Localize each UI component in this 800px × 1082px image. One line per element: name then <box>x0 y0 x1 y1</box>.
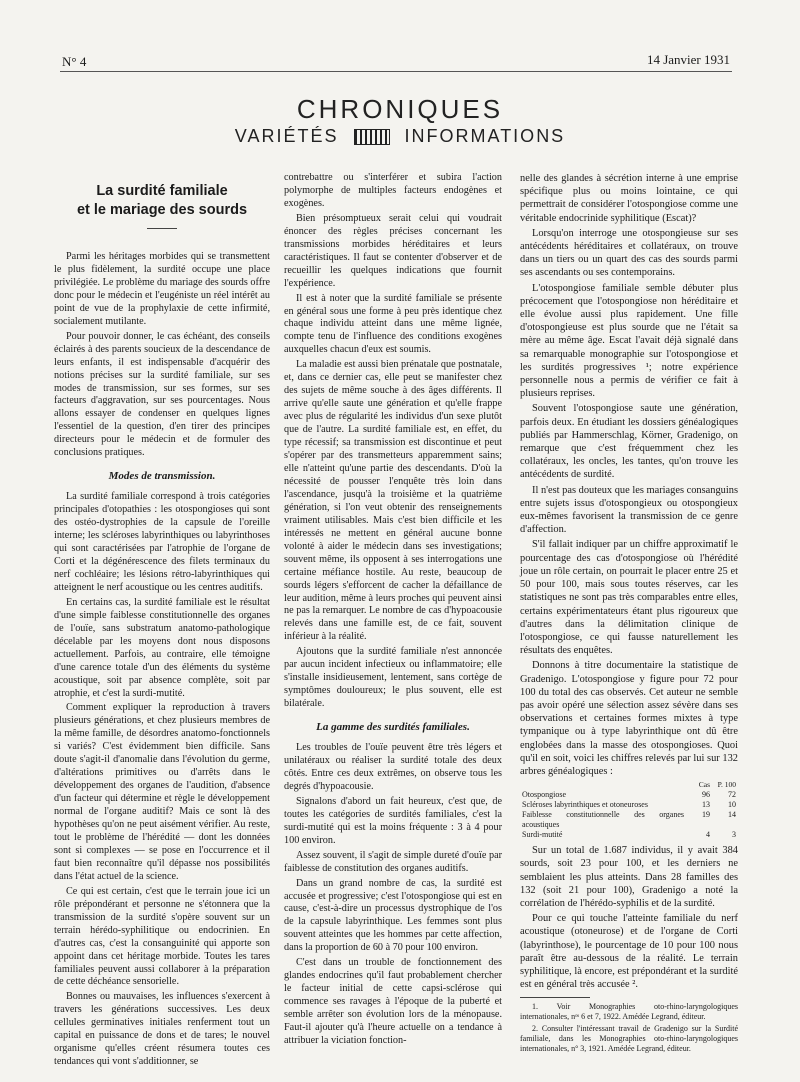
title-rule <box>147 228 177 229</box>
footnote-2: 2. Consulter l'intéressant travail de Gradenigo sur la Surdité familiale, dans les Monographies oto-rhino-laryngologiques internationales, n° 3, 1921. Amédée Legrand, éditeur. <box>520 1024 738 1054</box>
paragraph: L'otospongiose familiale semble débuter plus précocement que l'otospongiose non héréditaire et elle évolue aussi plus rapidement. Une fille d'otospongieuse est plus sourde que ne l'était sa mère au même âge. Escat l'avait déjà signalé dans sa remarquable monographie sur l'otospongiose et les surdités progressives ¹; notre expérience personnelle nous a permis de vérifier ce fait à plusieurs reprises. <box>520 282 738 400</box>
paragraph: Il n'est pas douteux que les mariages consanguins entre sujets issus d'otospongieux ou otospongieux eux-mêmes favorisent la transmission de ce genre d'affection. <box>520 484 738 536</box>
table-cell-label: Faiblesse constitutionnelle des organes acoustiques <box>522 810 684 830</box>
paragraph: nelle des glandes à sécrétion interne à une emprise spécifique plus ou moins lointaine, ce qui permettrait de considérer l'otospongiose comme une véritable endocrinide syphilitique (Escat)? <box>520 173 738 224</box>
column-2 <box>284 172 502 1050</box>
masthead-informations: INFORMATIONS <box>404 126 566 146</box>
paragraph: Parmi les héritages morbides qui se transmettent le plus fidèlement, la surdité occupe une place privilégiée. Le problème du mariage des sourds offre donc pour le médecin et l'eugéniste un réel intérêt au point de vue de la prophylaxie de cette infirmité, socialement mutilante. <box>54 251 270 327</box>
column-3 <box>520 172 738 1056</box>
table-cell-label: Surdi-mutité <box>522 830 563 840</box>
table-cell-cas: 4 <box>706 830 710 840</box>
footnote-1: 1. Voir Monographies oto-rhino-laryngologiques internationales, nᵒˢ 6 et 7, 1922. Amédée Legrand, éditeur. <box>520 1002 738 1022</box>
paragraph: La surdité familiale correspond à trois catégories principales d'otopathies : les otospongioses qui sont des ostéo-dystrophies de la capsule de l'oreille interne; les scléroses labyrinthiques ou labyrinthoses qui sont caractérisées par l'atrophie de l'organe de Corti et la dégénérescence des filets terminaux du nerf cochléaire; les lésions rétro-labyrinthiques qui atteignent le nerf acoustique ou les centres auditifs. <box>54 491 270 593</box>
article-title <box>54 182 270 220</box>
table-cell-cas: 13 <box>702 800 710 810</box>
table-cell-pct: 3 <box>732 830 736 840</box>
paragraph: Pour ce qui touche l'atteinte familiale du nerf acoustique (otoneurose) et de l'organe de Corti (labyrinthose), le pourcentage de 10 pour 100 nous paraît être au-dessous de la réalité. Le terrain syphilitique, là encore, est prépondérant et la surdité est en général très accusée ². <box>520 913 738 991</box>
paragraph: Dans un grand nombre de cas, la surdité est accusée et progressive; c'est l'otospongiose qui est en cause, c'est-à-dire un processus dystrophique de l'os de la capsule labyrinthique. Les femmes sont plus souvent atteintes que les hommes par cette affection, dans la proportion de 60 à 70 pour 100 environ. <box>284 877 502 954</box>
paragraph: Comment expliquer la reproduction à travers plusieurs générations, et chez plusieurs membres de la même famille, de désordres anatomo-fonctionnels si variés? C'est évidemment bien difficile. Sans doute s'agit-il d'anomalie dans l'évolution du germe, d'altérations primitives ou d'arrêts dans le développement des organes de l'audition, d'absence d'un facteur qui détermine et règle le développement normal de l'organe auditif? Mais ce sont là des hypothèses qu'on ne peut aisément vérifier. Au reste, tout le problème de l'hérédité — dont les données sont si complexes — se pose en l'occurrence et il faut bien reconnaître qu'il dépasse nos possibilités dans l'état actuel de la science. <box>54 702 270 882</box>
table-cell-cas: 96 <box>702 790 710 800</box>
paragraph: En certains cas, la surdité familiale est le résultat d'une simple faiblesse constitutionnelle des organes de l'ouïe, sans substratum anatomo-pathologique décelable par les moyens dont nous disposons actuellement. Parfois, au contraire, elle témoigne d'une carence totale d'un des éléments du système acoustique, soit par absence complète, soit par atrophie, et c'est la surdi-mutité. <box>54 596 270 699</box>
paragraph: Ajoutons que la surdité familiale n'est annoncée par aucun incident infectieux ou inflammatoire; elle s'installe insidieusement, lentement, sans cortège de symptômes douloureux; le plus souvent, elle est bilatérale. <box>284 646 502 710</box>
table-cell-pct: 72 <box>728 790 736 800</box>
table-header-row <box>520 780 738 790</box>
section-heading-gamme: La gamme des surdités familiales. <box>316 721 470 734</box>
masthead-chroniques: CHRONIQUES <box>296 94 504 124</box>
paragraph: Lorsqu'on interroge une otospongieuse sur ses antécédents héréditaires et collatéraux, on trouve dans un tiers ou un quart des cas des sourds parmi ses ascendants ou ses contemporains. <box>520 227 738 279</box>
paragraph: Donnons à titre documentaire la statistique de Gradenigo. L'otospongiose y figure pour 72 pour 100 du total des cas observés. Cet auteur ne semble pas avoir opéré une sélection assez sévère dans ses observations et certaines formes mixtes à type tympanique ou à type labyrinthique ont dû être englobées dans la masse des otospongioses. Quoi qu'il en soit, voici les chiffres relevés par lui sur 132 arbres généalogiques : <box>520 660 738 777</box>
header-rule <box>60 71 732 72</box>
table-row <box>520 800 738 810</box>
paragraph: Souvent l'otospongiose saute une génération, parfois deux. En étudiant les dossiers généalogiques publiés par Hammerschlag, Körner, Gradenigo, on remarque que c'est fréquemment chez les collatéraux, les oncles, les tantes, qu'on trouve les antécédents de surdité. <box>520 403 738 481</box>
paragraph: La maladie est aussi bien prénatale que postnatale, et, dans ce dernier cas, elle peut se manifester chez des sujets de même souche à des âges différents. Il arrive qu'elle saute une génération et qu'elle frappe avec plus de régularité les individus d'un sexe plutôt que de l'autre. La surdité familiale est, en effet, du type récessif; sa transmission est discontinue et peut s'opérer par des transmetteurs apparemment sains; elle n'atteint qu'une partie des descendants. D'où la nécessité de pousser l'enquête très loin dans l'ascendance, jusqu'à la troisième et la quatrième génération, si l'on veut obtenir des renseignements vraiment utilisables. Mais c'est bien difficile et les intéressés ne mettent en général aucune bonne volonté à aider le médecin dans ses investigations; souvent même, ils opposent à ses interrogations une certaine méfiance hostile. Au reste, beaucoup de sourds légers s'efforcent de cacher la défaillance de leur audition, même à leurs proches qui peuvent ainsi ne pas la remarquer. Le nombre de cas d'hypoacousie relevés dans une famille est, de ce fait, souvent inférieur à la réalité. <box>284 359 502 643</box>
paragraph: Les troubles de l'ouïe peuvent être très légers et unilatéraux ou réaliser la surdité totale des deux côtés. Entre ces deux extrêmes, on observe tous les degrés d'hypoacousie. <box>284 742 502 792</box>
paragraph: C'est dans un trouble de fonctionnement des glandes endocrines qu'il faut probablement chercher le facteur initial de cette capsi-sclérose qui commence ses ravages à l'époque de la puberté et semble arrêter son évolution lors de la ménopause. Faut-il ajouter qu'à l'heure actuelle on a tendance à attribuer la viciation fonction- <box>284 957 502 1046</box>
paragraph: Signalons d'abord un fait heureux, c'est que, de toutes les catégories de surdités familiales, c'est la surdi-mutité qui est la moins fréquente : 3 à 4 pour 100 environ. <box>284 795 502 846</box>
issue-date: 14 Janvier 1931 <box>646 52 730 67</box>
masthead-subtitle <box>0 126 800 147</box>
table-row <box>520 830 738 840</box>
section-heading-transmission: Modes de transmission. <box>108 470 216 483</box>
ornament-icon <box>354 129 390 145</box>
table-cell-pct: 14 <box>728 810 736 820</box>
table-row <box>520 810 738 830</box>
paragraph: Bonnes ou mauvaises, les influences s'exercent à travers les générations successives. Les deux cellules germinatives initiales renferment tout un capital en puissance de dons et de tares; le nouvel organisme qu'elles créent résumera toutes ces tendances qui vont s'additionner, se <box>54 991 270 1068</box>
paragraph: Ce qui est certain, c'est que le terrain joue ici un rôle prépondérant et personne ne s'étonnera que la transmission de la surdité s'opère souvent sur un terrain hérédo-syphilitique ou endocrinien. En d'autres cas, c'est la consanguinité qui apporte son appoint dans cet héritage morbide. Toutes les tares familiales peuvent aussi collaborer à la préparation de cette déchéance sensorielle. <box>54 885 270 988</box>
paragraph: Pour pouvoir donner, le cas échéant, des conseils éclairés à des parents soucieux de la descendance de leurs enfants, il est indispensable d'acquérir des notions précises sur la surdité familiale, sur ses modes de transmission, sur ses formes, sur ses facteurs d'aggravation, sur ses pourcentages. Nous allons essayer de condenser en quelques lignes l'essentiel de la question, d'en tirer des principes directeurs pour le médecin et de formuler des conclusions pratiques. <box>54 330 270 459</box>
column-1 <box>54 172 270 1071</box>
table-cell-pct: 10 <box>728 800 736 810</box>
table-row <box>520 790 738 800</box>
paragraph: Bien présomptueux serait celui qui voudrait énoncer des règles précises concernant les transmissions morbides héréditaires et leurs caractéristiques. Il faut se contenter d'observer et de recueillir les quelques indications que fournit l'expérience. <box>284 212 502 289</box>
paragraph: contrebattre ou s'interférer et subira l'action polymorphe de multiples facteurs endogènes et exogènes. <box>284 172 502 209</box>
table-cell-label: Scléroses labyrinthiques et otoneuroses <box>522 800 648 810</box>
paragraph: Sur un total de 1.687 individus, il y avait 384 sourds, soit 23 pour 100, et les derniers ne semblaient les plus atteints. Dans 28 familles des 132 (soit 21 pour 100), Gradenigo a noté la corrélation de l'hérédo-syphilis et de la surdité. <box>520 845 738 909</box>
paragraph: Assez souvent, il s'agit de simple dureté d'ouïe par faiblesse de constitution des organes auditifs. <box>284 849 502 874</box>
table-header-cas: Cas <box>698 780 710 790</box>
table-cell-label: Otospongiose <box>522 790 566 800</box>
issue-number: N° 4 <box>62 54 87 69</box>
paragraph: S'il fallait indiquer par un chiffre approximatif le pourcentage des cas d'otospongiose où l'hérédité joue un rôle certain, on pourrait le placer entre 25 et 50 pour 100, mais sous toutes réserves, car les statistiques ne sont pas très comparables entre elles, certains expérimentateurs étant plus rigoureux que d'autres dans la délimitation clinique de l'otospongiose, ce qui fausse naturellement les résultats des enquêtes. <box>520 539 738 657</box>
article-title-line2: et le mariage des sourds <box>76 202 248 218</box>
footnote-rule <box>520 997 590 998</box>
paragraph: Il est à noter que la surdité familiale se présente en général sous une forme à peu près identique chez chaque individu atteint dans une même lignée, compte tenu de l'influence des conditions exogènes auxquelles chacun d'eux est soumis. <box>284 292 502 356</box>
masthead-varietes: VARIÉTÉS <box>234 126 339 146</box>
article-title-line1: La surdité familiale <box>96 183 228 199</box>
table-header-pct: P. 100 <box>717 780 736 790</box>
table-cell-cas: 19 <box>702 810 710 820</box>
genealogy-table <box>520 780 738 840</box>
